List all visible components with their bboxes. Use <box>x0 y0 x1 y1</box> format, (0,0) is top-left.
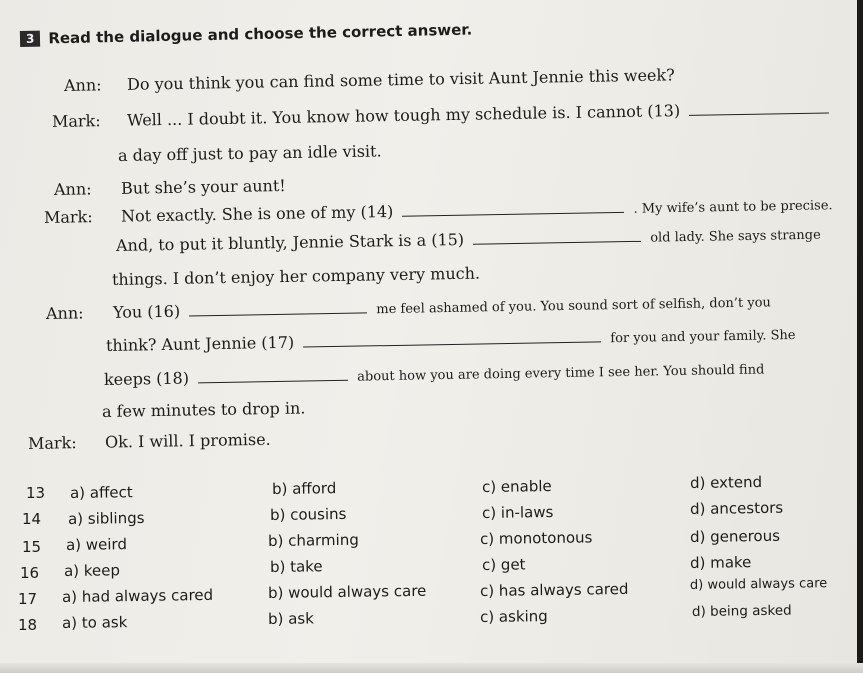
question-number: 17 <box>18 590 38 608</box>
dialogue-line-4 <box>54 176 286 199</box>
dialogue-text: me feel ashamed of you. You sound sort of selfish, don’t you <box>376 295 772 318</box>
dialogue-text: Ok. I will. I promise. <box>104 429 271 452</box>
dialogue-text: keeps (18) <box>103 368 190 389</box>
option-c[interactable]: c) monotonous <box>479 528 593 548</box>
speaker-label: Ann: <box>53 179 92 199</box>
option-a[interactable]: a) siblings <box>67 508 145 528</box>
option-d[interactable]: d) make <box>689 553 752 572</box>
dialogue-text: a few minutes to drop in. <box>101 398 306 421</box>
speaker-label: Mark: <box>43 207 93 227</box>
dialogue-text: old lady. She says strange <box>650 227 821 246</box>
option-c[interactable]: c) has always cared <box>479 579 629 600</box>
answer-blank-16[interactable] <box>189 300 367 316</box>
dialogue-line-8 <box>46 291 771 323</box>
dialogue-text: a day off just to pay an idle visit. <box>117 141 382 165</box>
scan-edge-shadow <box>857 0 863 673</box>
dialogue-text: But she’s your aunt! <box>120 175 286 198</box>
option-a[interactable]: a) to ask <box>61 613 128 632</box>
question-number: 18 <box>18 616 38 634</box>
answer-blank-13[interactable] <box>689 100 829 115</box>
option-b[interactable]: b) ask <box>267 609 314 628</box>
exercise-heading <box>20 21 473 48</box>
option-b[interactable]: b) charming <box>267 530 359 550</box>
dialogue-text: Do you think you can find some time to visit Aunt Jennie this week? <box>126 65 675 94</box>
speaker-label: Ann: <box>45 303 84 323</box>
dialogue-text: You (16) <box>112 301 181 322</box>
option-b[interactable]: b) take <box>269 557 323 576</box>
dialogue-line-11 <box>102 398 306 421</box>
question-number: 14 <box>22 510 42 528</box>
option-a[interactable]: a) weird <box>65 535 128 554</box>
option-b[interactable]: b) would always care <box>267 581 427 602</box>
option-a[interactable]: a) had always cared <box>61 585 214 606</box>
answer-blank-17[interactable] <box>303 329 601 347</box>
dialogue-text: about how you are doing every time I see her. You should find <box>357 362 765 385</box>
option-c[interactable]: c) enable <box>481 477 552 496</box>
option-b[interactable]: b) afford <box>271 479 337 498</box>
dialogue-line-2 <box>52 98 834 131</box>
answer-blank-14[interactable] <box>402 200 624 217</box>
speaker-label: Mark: <box>51 111 101 131</box>
dialogue-line-5 <box>44 194 833 227</box>
dialogue-text: think? Aunt Jennie (17) <box>105 332 295 355</box>
option-d[interactable]: d) generous <box>689 526 781 546</box>
dialogue-text: Not exactly. She is one of my (14) <box>120 201 394 226</box>
speaker-label: Ann: <box>63 75 102 95</box>
dialogue-line-7 <box>112 264 480 289</box>
scan-bottom-shadow <box>0 663 863 673</box>
option-a[interactable]: a) keep <box>63 561 121 580</box>
answer-blank-15[interactable] <box>473 229 641 245</box>
dialogue-text: And, to put it bluntly, Jennie Stark is a (15) <box>115 229 465 255</box>
speaker-label: Mark: <box>27 433 77 453</box>
exercise-instruction: Read the dialogue and choose the correct answer. <box>48 20 473 48</box>
dialogue-line-1 <box>64 65 675 95</box>
dialogue-line-10 <box>104 358 765 389</box>
dialogue-line-12 <box>28 430 271 453</box>
dialogue-line-9 <box>106 324 796 355</box>
option-c[interactable]: c) asking <box>479 607 548 626</box>
question-number: 15 <box>22 538 42 556</box>
dialogue-text: Well ... I doubt it. You know how tough my schedule is. I cannot (13) <box>126 101 681 130</box>
option-d[interactable]: d) ancestors <box>689 498 784 518</box>
option-d[interactable]: d) would always care <box>689 576 828 593</box>
exercise-number-badge: 3 <box>20 31 41 47</box>
dialogue-line-3 <box>118 141 382 165</box>
option-a[interactable]: a) affect <box>69 483 133 502</box>
dialogue-text: for you and your family. She <box>610 327 796 347</box>
answer-blank-18[interactable] <box>198 368 348 384</box>
dialogue-text: . My wife’s aunt to be precise. <box>633 198 833 217</box>
option-d[interactable]: d) extend <box>689 472 763 492</box>
option-c[interactable]: c) in-laws <box>481 503 554 522</box>
option-b[interactable]: b) cousins <box>269 504 347 524</box>
dialogue-text: things. I don’t enjoy her company very much. <box>111 263 481 289</box>
dialogue-line-6 <box>116 224 821 255</box>
question-number: 13 <box>26 484 46 502</box>
option-c[interactable]: c) get <box>481 555 526 574</box>
question-number: 16 <box>20 564 40 582</box>
option-d[interactable]: d) being asked <box>691 602 792 620</box>
